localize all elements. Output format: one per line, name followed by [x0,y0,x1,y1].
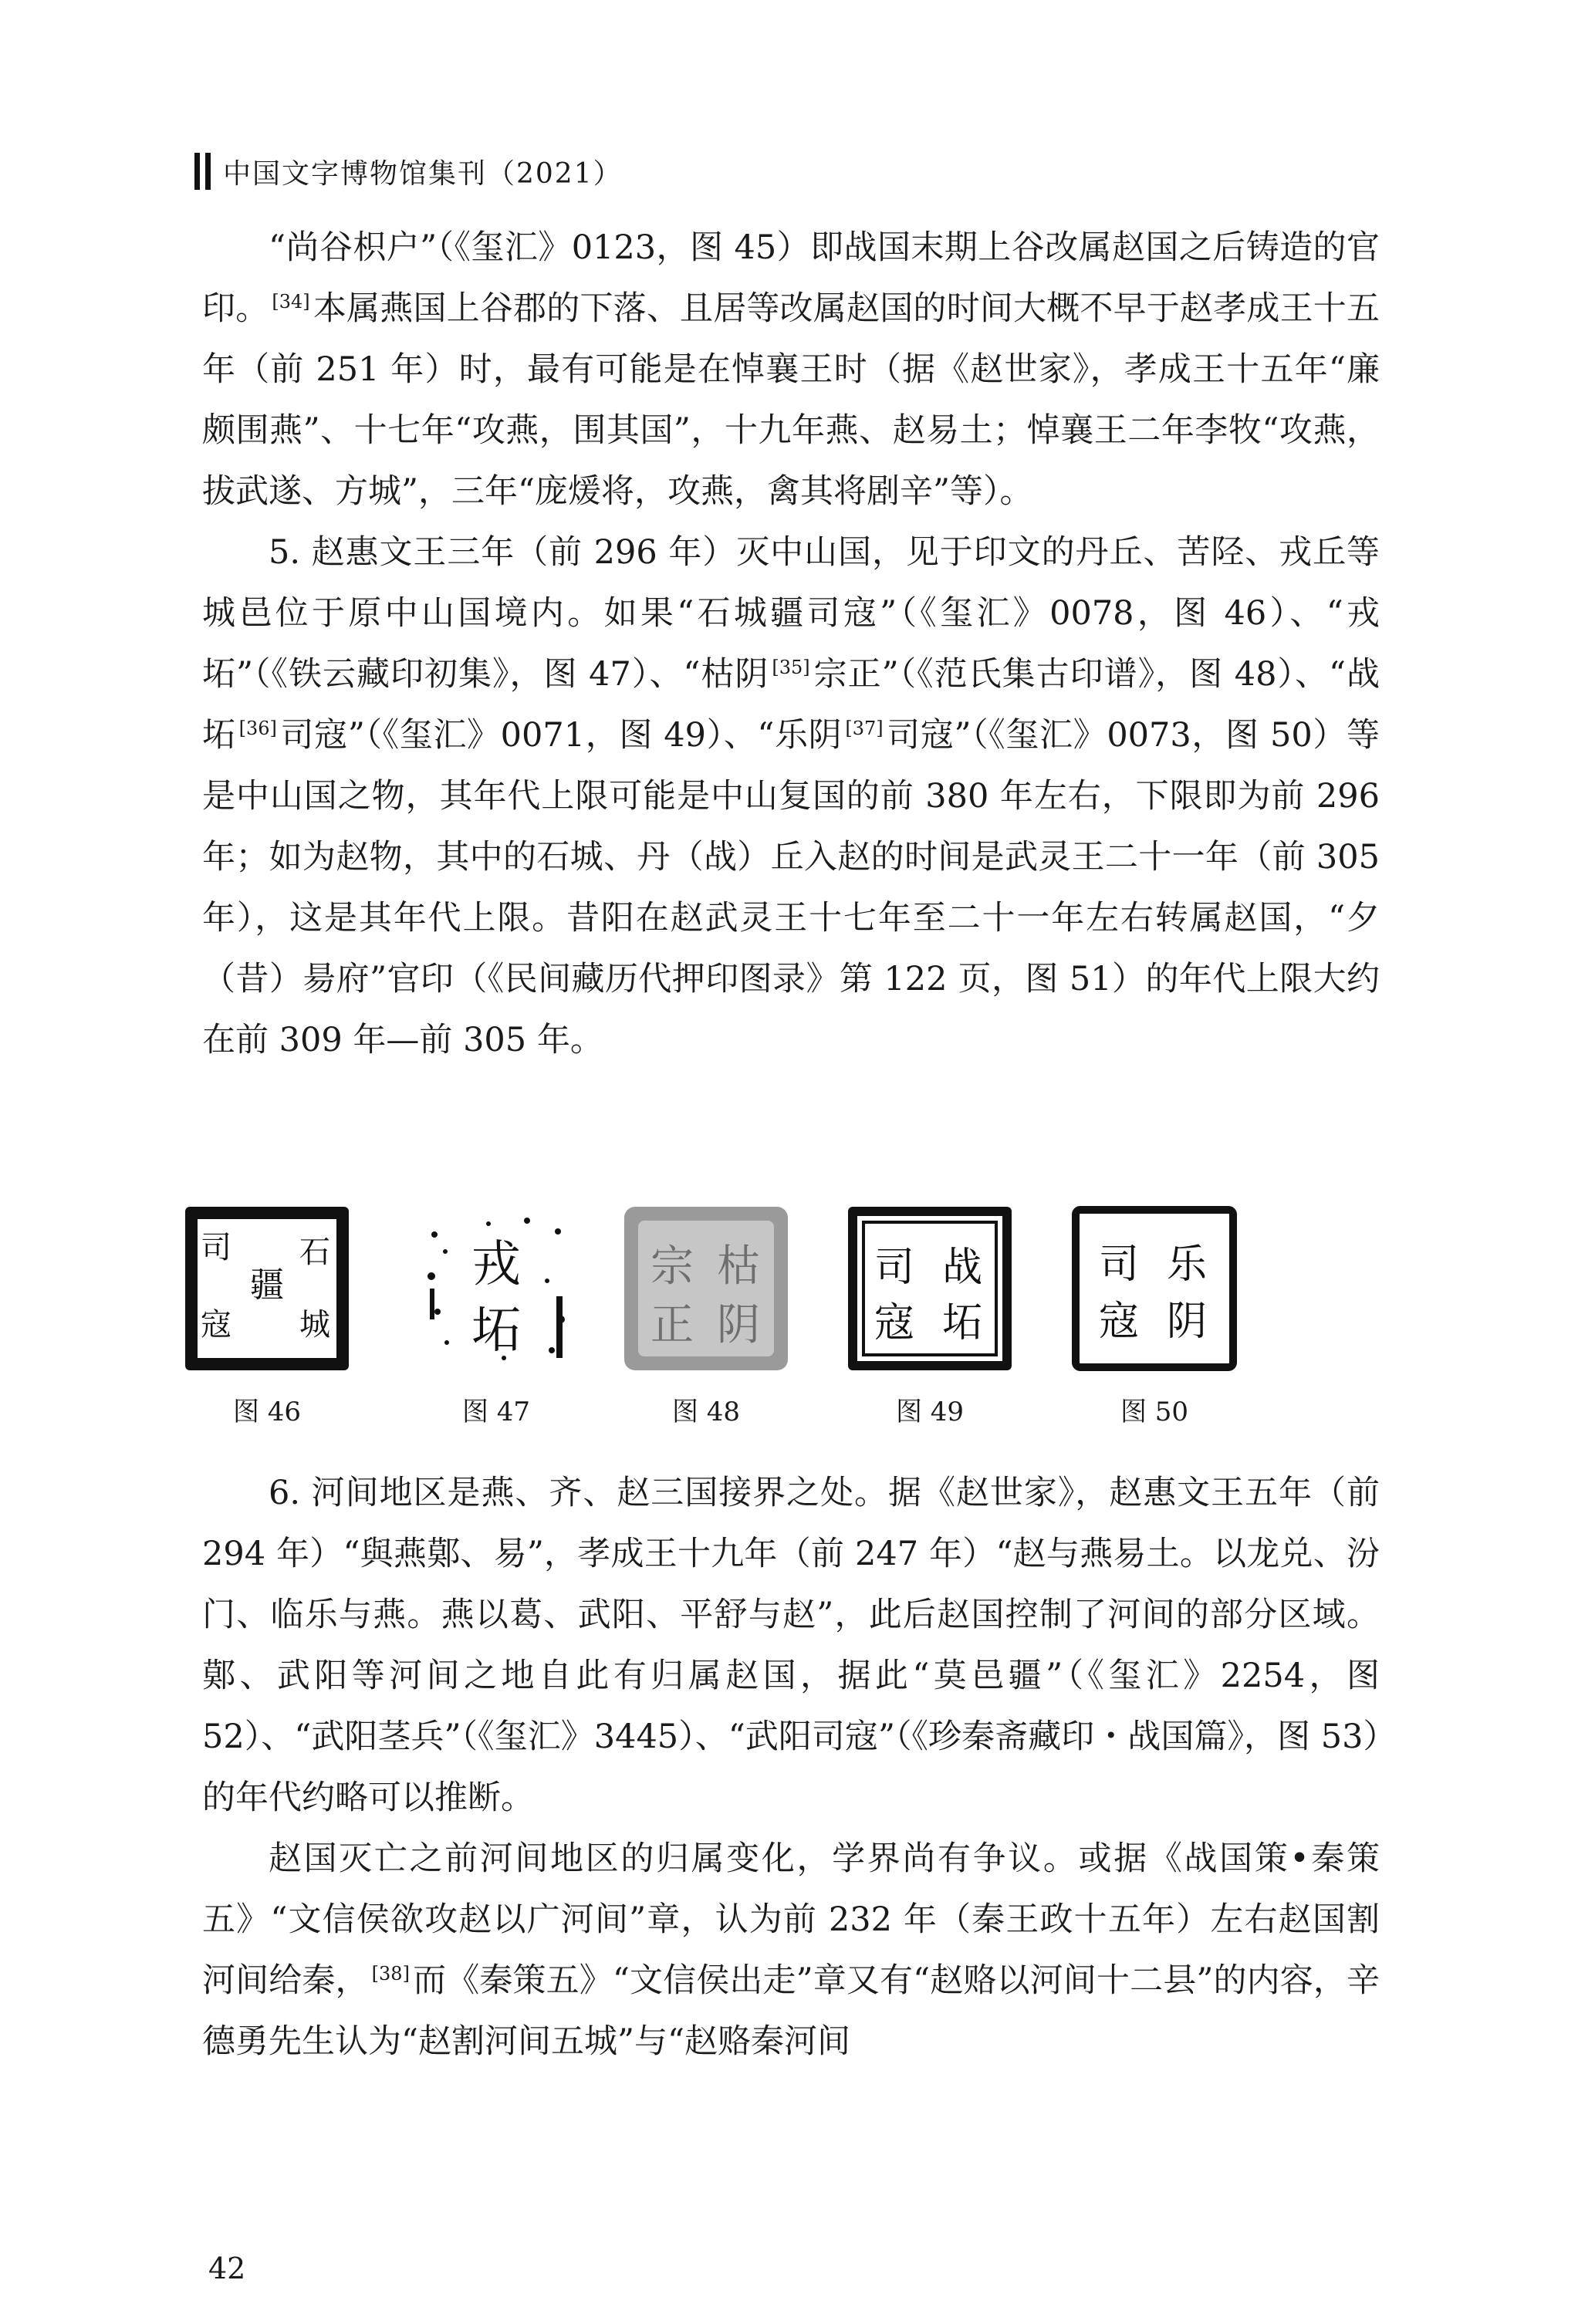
footnote-marker: [37] [845,717,884,739]
seal-character: 司 [874,1245,915,1291]
paragraph [202,218,1380,522]
seal-character: 石 [299,1235,330,1270]
paragraph [202,522,1380,1071]
seal-character: 阴 [1166,1299,1208,1345]
figure-caption: 图 46 [232,1397,302,1427]
footnote-marker: [34] [272,290,310,312]
seal-character: 寇 [1098,1299,1140,1345]
figure-caption: 图 50 [1120,1397,1189,1427]
paragraph-text: 赵国灭亡之前河间地区的归属变化，学界尚有争议。或据《战国策•秦策五》“文信侯欲攻赵以广河间”章，认为前 232 年（秦王政十五年）左右赵国割河间给秦， [202,1839,1380,2000]
seal-character: 疆 [250,1265,284,1305]
figure-48 [613,1204,799,1428]
seal-image [182,1204,352,1373]
seal-character: 司 [201,1230,231,1265]
paragraph-text: 宗正”（《范氏集古印谱》，图 48）、“战坧 [202,655,1380,755]
figure-caption: 图 47 [461,1397,531,1427]
body-text-upper [202,218,1380,1071]
running-header [194,151,623,191]
figure-46 [174,1204,360,1428]
paragraph-text: 而《秦策五》“文信侯出走”章又有“赵赂以河间十二县”的内容，辛德勇先生认为“赵割河间五城”与“赵赂秦河间 [202,1961,1380,2061]
header-bars-ornament [194,153,211,190]
paragraph-text: 5. 赵惠文王三年（前 296 年）灭中山国，见于印文的丹丘、苦陉、戎丘等城邑位于原中山国境内。如果“石城疆司寇”（《玺汇》0078，图 46）、“戎坧”（《铁云藏印初集》，图 47）、“枯阴 [202,533,1380,694]
seal-image [845,1204,1015,1373]
paragraph-text: 司寇”（《玺汇》0073，图 50）等是中山国之物，其年代上限可能是中山复国的前 380 年左右，下限即为前 296 年；如为赵物，其中的石城、丹（战）丘入赵的时间是武灵王二十一年（前 305 年），这是其年代上限。昔阳在赵武灵王十七年至二十一年左右转属赵国，“夕（昔）昜府”官印（《民间藏历代押印图录》第 122 页，图 51）的年代上限大约在前 309 年—前 305 年。 [202,716,1380,1059]
figure-50 [1062,1204,1247,1428]
seal-character: 司 [1098,1241,1140,1288]
seal-image [411,1204,581,1373]
seal-character: 坧 [471,1302,521,1360]
footnote-marker: [38] [371,1962,410,1985]
footnote-marker: [35] [772,656,810,678]
seal-character: 战 [941,1245,983,1291]
paragraph [202,1463,1380,1829]
seal-character: 阴 [717,1300,760,1350]
seal-image [1070,1204,1239,1373]
seal-character: 寇 [874,1300,915,1346]
paragraph-text: 司寇”（《玺汇》0071，图 49）、“乐阴 [279,716,843,755]
paragraph-text: 本属燕国上谷郡的下落、且居等改属赵国的时间大概不早于赵孝成王十五年（前 251 年）时，最有可能是在悼襄王时（据《赵世家》，孝成王十五年“廉颇围燕”、十七年“攻燕，围其国”，十九年燕、赵易土；悼襄王二年李牧“攻燕，拔武遂、方城”，三年“庞煖将，攻燕，禽其将剧辛”等）。 [202,289,1380,511]
seal-character: 戎 [471,1236,521,1293]
footnote-marker: [36] [238,717,277,739]
paragraph-text: “尚谷枳户”（《玺汇》0123，图 45）即战国末期上谷改属赵国之后铸造的官印。 [202,228,1380,328]
seal-character: 城 [299,1307,330,1343]
seal-character: 寇 [201,1307,231,1343]
seal-character: 正 [651,1300,694,1350]
figure-caption: 图 49 [895,1397,965,1427]
seal-character: 宗 [651,1241,694,1292]
seal-figures-row [202,1204,1380,1458]
seal-character: 枯 [717,1241,760,1292]
body-text-lower [202,1463,1380,2072]
figure-47 [404,1204,589,1428]
figure-49 [837,1204,1022,1428]
seal-character: 坧 [941,1300,983,1346]
seal-character: 乐 [1166,1241,1208,1288]
paragraph-text: 6. 河间地区是燕、齐、赵三国接界之处。据《赵世家》，赵惠文王五年（前 294 年）“與燕鄚、易”，孝成王十九年（前 247 年）“赵与燕易土。以龙兑、汾门、临乐与燕。燕以葛、武阳、平舒与赵”，此后赵国控制了河间的部分区域。鄚、武阳等河间之地自此有归属赵国，据此“莫邑疆”（《玺汇》2254，图 52）、“武阳茎兵”（《玺汇》3445）、“武阳司寇”（《珍秦斋藏印・战国篇》，图 53）的年代约略可以推断。 [202,1474,1380,1817]
seal-image [621,1204,791,1373]
journal-title: 中国文字博物馆集刊（2021） [223,157,623,190]
paragraph [202,1829,1380,2072]
figure-caption: 图 48 [671,1397,741,1427]
page-number: 42 [208,2251,246,2285]
